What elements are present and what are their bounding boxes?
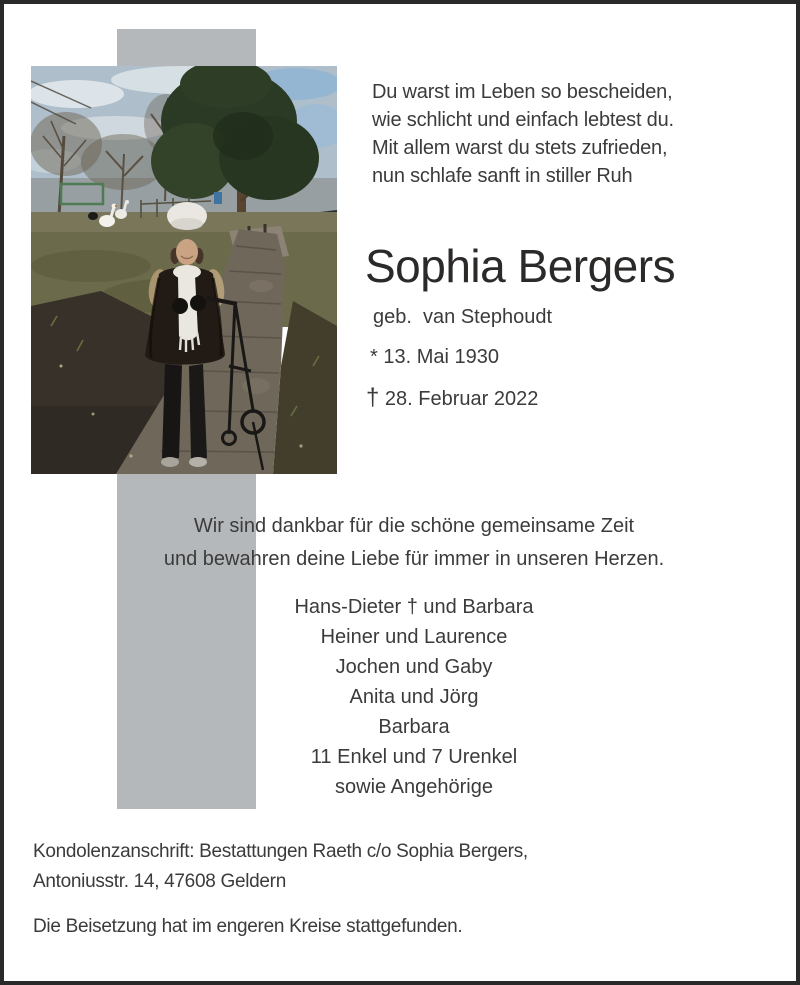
family-line-5: Barbara	[378, 716, 450, 738]
family-list	[34, 592, 794, 802]
death-date	[366, 384, 538, 412]
left-leg	[162, 364, 182, 458]
portrait-photo	[31, 66, 337, 474]
family-line-6: 11 Enkel und 7 Urenkel	[310, 746, 518, 768]
tribute-text	[34, 510, 794, 576]
cross-symbol: †	[366, 384, 380, 411]
family-line-3: Jochen und Gaby	[335, 656, 493, 678]
death-date-text: 28. Februar 2022	[384, 388, 539, 410]
poem-line-3: Mit allem warst du stets zufrieden,	[372, 137, 668, 159]
family-line-1: Hans-Dieter † und Barbara	[294, 596, 534, 618]
winter-park-photo-illustration	[31, 66, 337, 474]
poem-line-1: Du warst im Leben so bescheiden,	[372, 81, 673, 103]
condolence-line-1: Kondolenzanschrift: Bestattungen Raeth c/o Sophia Bergers,	[33, 841, 528, 862]
family-line-2: Heiner und Laurence	[320, 626, 508, 648]
maiden-name: geb. van Stephoudt	[373, 306, 553, 328]
memorial-poem	[372, 78, 674, 190]
glove-right	[190, 295, 206, 311]
glove-left	[172, 298, 188, 314]
tribute-line-2: und bewahren deine Liebe für immer in unseren Herzen.	[163, 548, 665, 570]
family-line-4: Anita und Jörg	[349, 686, 479, 708]
funeral-note: Die Beisetzung hat im engeren Kreise stattgefunden.	[33, 916, 463, 937]
poem-line-4: nun schlafe sanft in stiller Ruh	[372, 165, 633, 187]
deceased-name: Sophia Bergers	[365, 240, 676, 292]
tribute-line-1: Wir sind dankbar für die schöne gemeinsame Zeit	[193, 515, 635, 537]
family-line-7: sowie Angehörige	[335, 776, 493, 798]
poem-line-2: wie schlicht und einfach lebtest du.	[372, 109, 674, 131]
condolence-address	[33, 837, 528, 897]
face	[176, 239, 198, 265]
condolence-line-2: Antoniusstr. 14, 47608 Geldern	[33, 871, 286, 892]
birth-date: * 13. Mai 1930	[370, 346, 499, 368]
